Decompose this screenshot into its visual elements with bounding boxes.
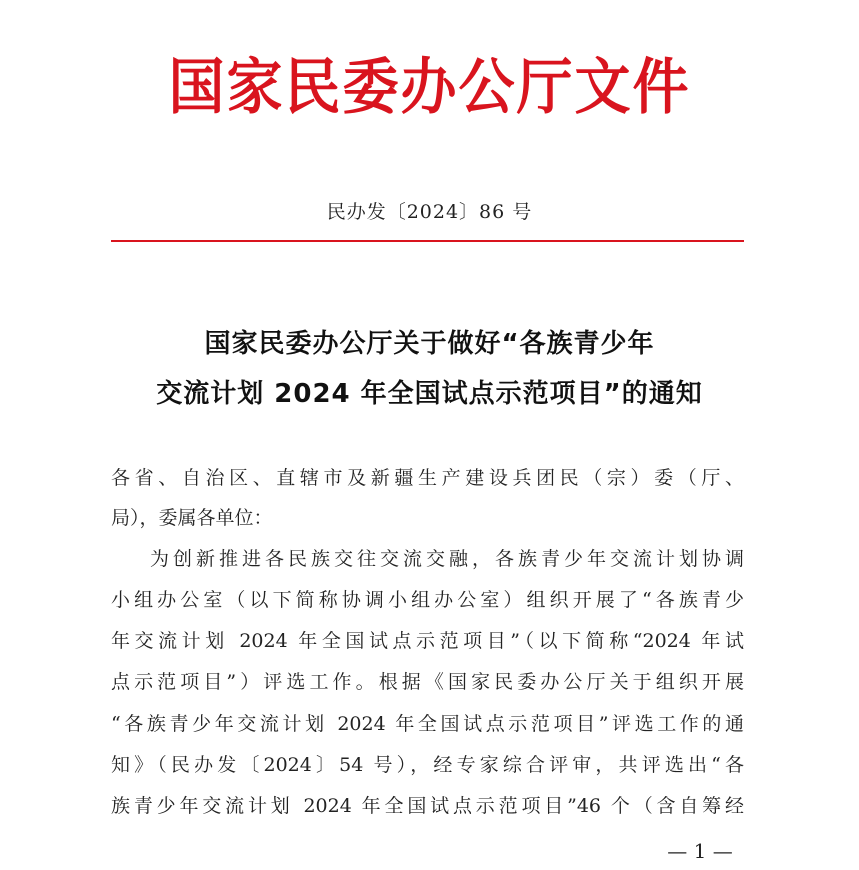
body-line-3: 为创新推进各民族交往交流交融，各族青少年交流计划协调	[150, 548, 744, 570]
masthead-title: 国家民委办公厅文件	[168, 51, 691, 123]
body-line-7: “各族青少年交流计划 2024 年全国试点示范项目”评选工作的通	[111, 713, 744, 735]
body-line-1: 各省、自治区、直辖市及新疆生产建设兵团民（宗）委（厅、	[111, 467, 744, 489]
body-line-6: 点示范项目”）评选工作。根据《国家民委办公厅关于组织开展	[111, 671, 744, 693]
body-line-9: 族青少年交流计划 2024 年全国试点示范项目”46 个（含自筹经	[111, 795, 744, 817]
body-line-5: 年交流计划 2024 年全国试点示范项目”（以下简称“2024 年试	[111, 630, 744, 652]
body-line-2: 局），委属各单位：	[111, 507, 273, 529]
notice-title-line-1: 国家民委办公厅关于做好“各族青少年	[204, 329, 655, 359]
page-number: — 1 —	[667, 839, 733, 863]
document-number: 民办发〔2024〕86 号	[326, 201, 533, 223]
red-divider-line	[111, 240, 744, 242]
notice-title-line-2: 交流计划 2024 年全国试点示范项目”的通知	[156, 379, 703, 409]
body-line-8: 知》（民办发〔2024〕54 号），经专家综合评审，共评选出“各	[111, 754, 744, 776]
body-line-4: 小组办公室（以下简称协调小组办公室）组织开展了“各族青少	[111, 589, 744, 611]
